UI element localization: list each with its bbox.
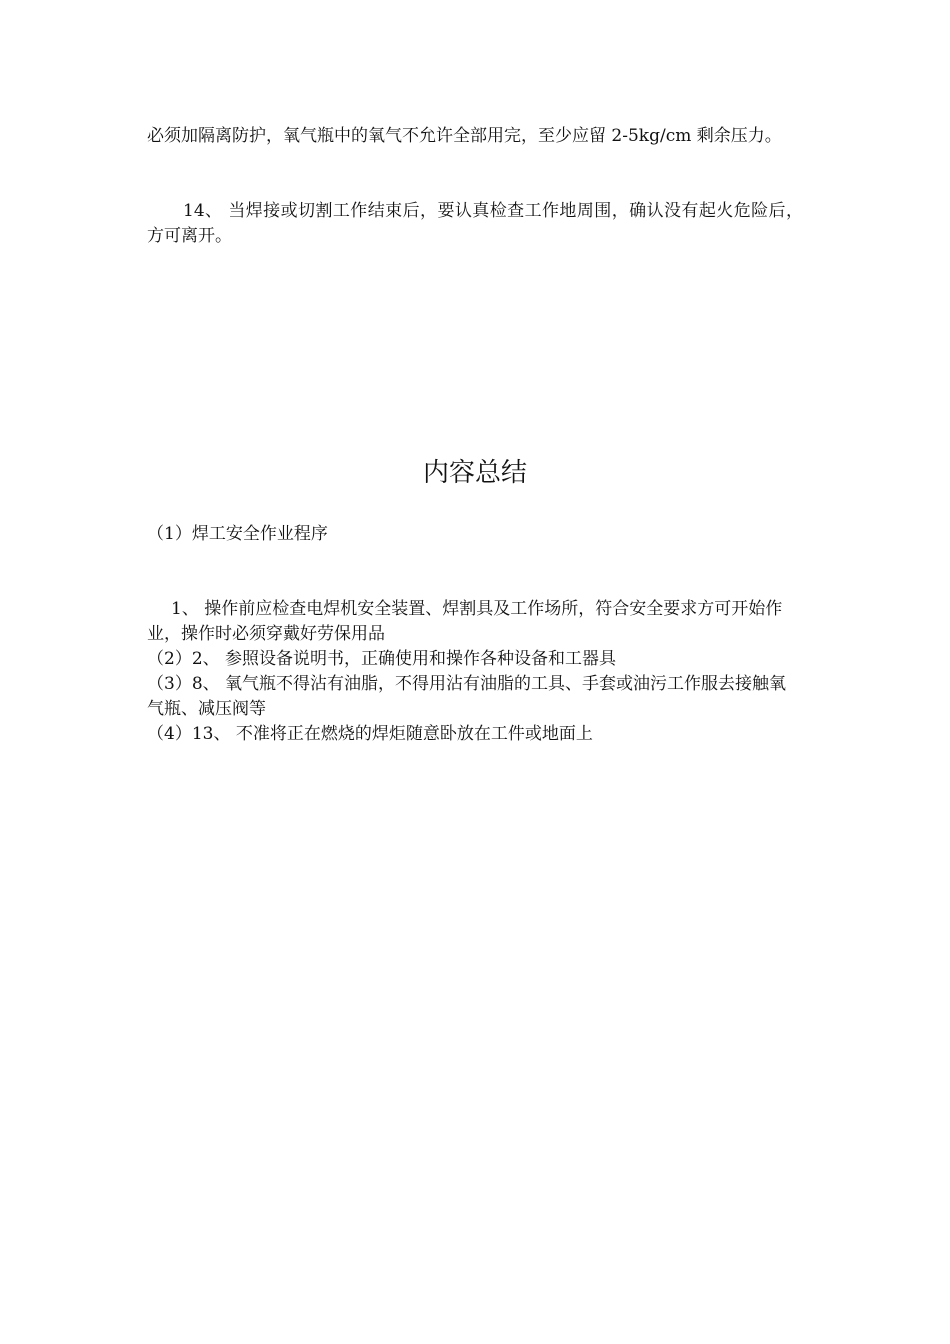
body-paragraph: 必须加隔离防护，氧气瓶中的氧气不允许全部用完，至少应留 2-5kg/cm 剩余压力。 xyxy=(147,126,782,146)
summary-list xyxy=(147,597,803,747)
summary-title: 内容总结 xyxy=(422,458,527,488)
summary-item: （4）13、 不准将正在燃烧的焊炬随意卧放在工件或地面上 xyxy=(147,724,593,744)
summary-item: 1、 操作前应检查电焊机安全装置、焊割具及工作场所，符合安全要求方可开始作业，操作时必须穿戴好劳保用品 xyxy=(147,599,783,644)
summary-item: （2）2、 参照设备说明书，正确使用和操作各种设备和工器具 xyxy=(147,649,617,669)
summary-item: （3）8、 氧气瓶不得沾有油脂，不得用沾有油脂的工具、手套或油污工作服去接触氧气瓶、减压阀等 xyxy=(147,674,787,719)
section-heading: （1）焊工安全作业程序 xyxy=(147,524,328,544)
body-paragraph-item-14: 14、 当焊接或切割工作结束后，要认真检查工作地周围，确认没有起火危险后，方可离开。 xyxy=(147,201,803,246)
